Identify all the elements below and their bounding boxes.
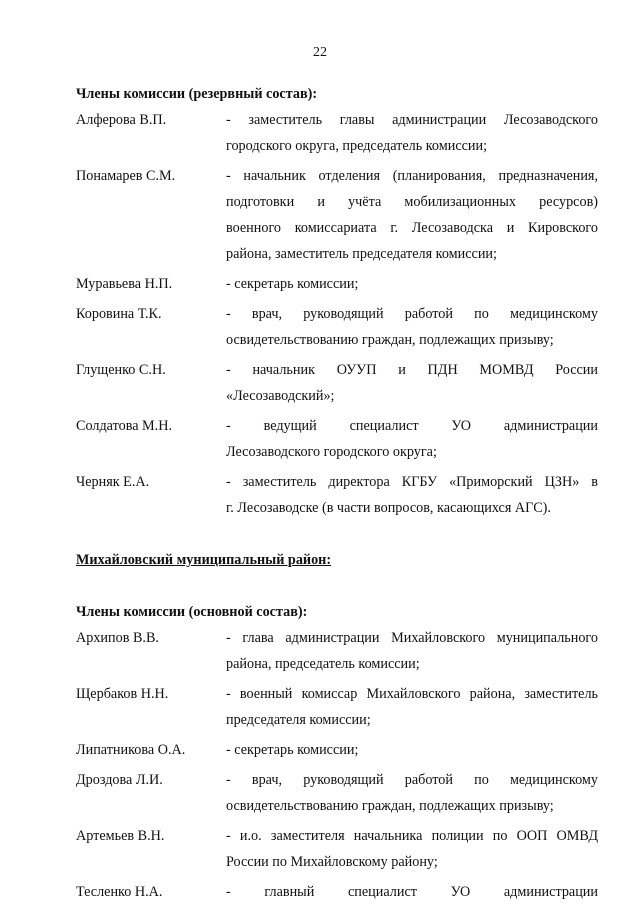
member-row xyxy=(76,823,598,875)
member-name: Глущенко С.Н. xyxy=(76,362,166,378)
main-members-heading: Члены комиссии (основной состав): xyxy=(76,604,308,620)
member-name: Черняк Е.А. xyxy=(76,474,150,490)
member-role xyxy=(226,879,598,905)
role-line: - военный комиссар Михайловского района, заместитель xyxy=(226,686,598,702)
member-row xyxy=(76,625,598,677)
role-line: - ведущий специалист УО администрации xyxy=(226,418,598,434)
reserve-members-list xyxy=(76,107,598,521)
member-role xyxy=(226,625,598,677)
member-row xyxy=(76,469,598,521)
member-role xyxy=(226,737,598,763)
member-role xyxy=(226,469,598,521)
member-role xyxy=(226,271,598,297)
role-line: освидетельствованию граждан, подлежащих призыву; xyxy=(226,332,554,348)
member-row xyxy=(76,357,598,409)
role-line: - секретарь комиссии; xyxy=(226,742,359,758)
role-line: военного комиссариата г. Лесозаводска и Кировского xyxy=(226,220,598,236)
member-row xyxy=(76,301,598,353)
role-line: освидетельствованию граждан, подлежащих призыву; xyxy=(226,798,554,814)
member-name: Коровина Т.К. xyxy=(76,306,162,322)
member-name: Архипов В.В. xyxy=(76,630,159,646)
member-row xyxy=(76,413,598,465)
member-role xyxy=(226,681,598,733)
member-role xyxy=(226,107,598,159)
role-line: Лесозаводского городского округа; xyxy=(226,444,437,460)
role-line: - и.о. заместителя начальника полиции по ООП ОМВД xyxy=(226,828,598,844)
role-line: - заместитель главы администрации Лесозаводского xyxy=(226,112,598,128)
member-name: Понамарев С.М. xyxy=(76,168,176,184)
role-line: района, заместитель председателя комиссии; xyxy=(226,246,497,262)
member-name: Тесленко Н.А. xyxy=(76,884,163,900)
role-line: - врач, руководящий работой по медицинскому xyxy=(226,306,598,322)
member-name: Артемьев В.Н. xyxy=(76,828,165,844)
page-content xyxy=(76,81,598,905)
role-line: - врач, руководящий работой по медицинскому xyxy=(226,772,598,788)
role-line: г. Лесозаводске (в части вопросов, касающихся АГС). xyxy=(226,500,551,516)
role-line: - заместитель директора КГБУ «Приморский ЦЗН» в xyxy=(226,474,598,490)
member-name: Дроздова Л.И. xyxy=(76,772,163,788)
member-role xyxy=(226,767,598,819)
member-row xyxy=(76,767,598,819)
member-name: Щербаков Н.Н. xyxy=(76,686,169,702)
member-role xyxy=(226,823,598,875)
member-role xyxy=(226,413,598,465)
main-members-list xyxy=(76,625,598,905)
page-number: 22 xyxy=(313,45,327,60)
member-row xyxy=(76,737,598,763)
role-line: подготовки и учёта мобилизационных ресурсов) xyxy=(226,194,598,210)
district-heading: Михайловский муниципальный район: xyxy=(76,552,332,568)
member-role xyxy=(226,163,598,267)
member-name: Липатникова О.А. xyxy=(76,742,186,758)
role-line: - глава администрации Михайловского муниципального xyxy=(226,630,598,646)
member-row xyxy=(76,879,598,905)
section-gap xyxy=(76,573,598,599)
role-line: - начальник отделения (планирования, предназначения, xyxy=(226,168,598,184)
member-role xyxy=(226,301,598,353)
member-row xyxy=(76,107,598,159)
section-gap xyxy=(76,521,598,547)
role-line: городского округа, председатель комиссии; xyxy=(226,138,488,154)
role-line: - секретарь комиссии; xyxy=(226,276,359,292)
member-name: Муравьева Н.П. xyxy=(76,276,173,292)
role-line: «Лесозаводский»; xyxy=(226,388,335,404)
role-line: - начальник ОУУП и ПДН МОМВД России xyxy=(226,362,598,378)
member-row xyxy=(76,271,598,297)
member-row xyxy=(76,681,598,733)
role-line: - главный специалист УО администрации xyxy=(226,884,598,900)
role-line: района, председатель комиссии; xyxy=(226,656,420,672)
reserve-members-heading: Члены комиссии (резервный состав): xyxy=(76,86,318,102)
member-row xyxy=(76,163,598,267)
role-line: России по Михайловскому району; xyxy=(226,854,438,870)
role-line: председателя комиссии; xyxy=(226,712,371,728)
member-name: Алферова В.П. xyxy=(76,112,167,128)
member-role xyxy=(226,357,598,409)
member-name: Солдатова М.Н. xyxy=(76,418,173,434)
